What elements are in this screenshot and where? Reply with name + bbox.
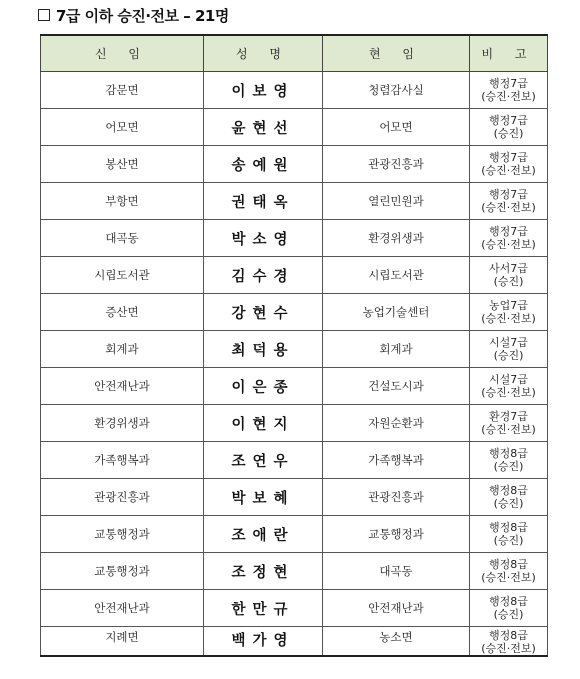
remarks-cell (470, 627, 548, 657)
table-row (41, 220, 548, 257)
new-post-cell: 감문면 (41, 72, 204, 109)
name-cell: 백가영 (204, 627, 323, 657)
grade-text: 환경7급 (489, 410, 528, 423)
action-text: (승진·전보) (481, 201, 536, 214)
action-text: (승진) (493, 534, 524, 547)
action-text: (승진·전보) (481, 312, 536, 325)
name-cell: 박보혜 (204, 479, 323, 516)
action-text: (승진) (493, 349, 524, 362)
action-text: (승진·전보) (481, 571, 536, 584)
table-row (41, 183, 548, 220)
new-post-cell: 부항면 (41, 183, 204, 220)
table-row (41, 257, 548, 294)
remarks-cell (470, 479, 548, 516)
table-row (41, 294, 548, 331)
remarks-cell (470, 294, 548, 331)
new-post-cell: 지례면 (41, 627, 204, 657)
action-text: (승진) (493, 497, 524, 510)
remarks-cell (470, 516, 548, 553)
action-text: (승진) (493, 275, 524, 288)
current-post-cell: 대곡동 (323, 553, 470, 590)
current-post-cell: 자원순환과 (323, 405, 470, 442)
current-post-cell: 회계과 (323, 331, 470, 368)
action-text: (승진·전보) (481, 90, 536, 103)
grade-text: 행정8급 (489, 521, 528, 534)
new-post-cell: 관광진흥과 (41, 479, 204, 516)
new-post-cell: 환경위생과 (41, 405, 204, 442)
grade-text: 행정7급 (489, 77, 528, 90)
new-post-cell: 어모면 (41, 109, 204, 146)
current-post-cell: 환경위생과 (323, 220, 470, 257)
new-post-cell: 교통행정과 (41, 516, 204, 553)
new-post-cell: 증산면 (41, 294, 204, 331)
section-title: 7급 이하 승진·전보 – 21명 (56, 6, 229, 25)
new-post-cell: 시립도서관 (41, 257, 204, 294)
remarks-cell (470, 590, 548, 627)
table-row (41, 72, 548, 109)
remarks-cell (470, 442, 548, 479)
remarks-cell (470, 405, 548, 442)
table-header-row (41, 35, 548, 72)
remarks-cell (470, 72, 548, 109)
name-cell: 권태옥 (204, 183, 323, 220)
name-cell: 윤현선 (204, 109, 323, 146)
name-cell: 강현수 (204, 294, 323, 331)
name-cell: 박소영 (204, 220, 323, 257)
remarks-cell (470, 109, 548, 146)
checkbox-square-icon (38, 9, 50, 21)
current-post-cell: 안전재난과 (323, 590, 470, 627)
new-post-cell: 가족행복과 (41, 442, 204, 479)
grade-text: 행정7급 (489, 114, 528, 127)
action-text: (승진·전보) (481, 423, 536, 436)
action-text: (승진) (493, 608, 524, 621)
name-cell: 조정현 (204, 553, 323, 590)
remarks-cell (470, 257, 548, 294)
table-row (41, 590, 548, 627)
grade-text: 사서7급 (489, 262, 528, 275)
table-row (41, 516, 548, 553)
name-cell: 송예원 (204, 146, 323, 183)
grade-text: 행정7급 (489, 188, 528, 201)
new-post-cell: 회계과 (41, 331, 204, 368)
remarks-cell (470, 146, 548, 183)
action-text: (승진·전보) (481, 642, 536, 655)
name-cell: 이은종 (204, 368, 323, 405)
section-heading (38, 4, 229, 26)
current-post-cell: 농업기술센터 (323, 294, 470, 331)
grade-text: 행정8급 (489, 629, 528, 642)
action-text: (승진) (493, 127, 524, 140)
current-post-cell: 교통행정과 (323, 516, 470, 553)
remarks-cell (470, 183, 548, 220)
remarks-cell (470, 220, 548, 257)
grade-text: 행정7급 (489, 225, 528, 238)
current-post-cell: 건설도시과 (323, 368, 470, 405)
name-cell: 한만규 (204, 590, 323, 627)
remarks-cell (470, 331, 548, 368)
header-name: 성 명 (204, 35, 323, 72)
grade-text: 행정8급 (489, 595, 528, 608)
new-post-cell: 대곡동 (41, 220, 204, 257)
current-post-cell: 어모면 (323, 109, 470, 146)
grade-text: 행정8급 (489, 447, 528, 460)
table-row (41, 146, 548, 183)
grade-text: 행정8급 (489, 558, 528, 571)
current-post-cell: 관광진흥과 (323, 146, 470, 183)
name-cell: 이현지 (204, 405, 323, 442)
grade-text: 농업7급 (489, 299, 528, 312)
table-row (41, 368, 548, 405)
new-post-cell: 봉산면 (41, 146, 204, 183)
name-cell: 이보영 (204, 72, 323, 109)
name-cell: 김수경 (204, 257, 323, 294)
table-row (41, 331, 548, 368)
header-new-post: 신 임 (41, 35, 204, 72)
grade-text: 시설7급 (489, 336, 528, 349)
new-post-cell: 안전재난과 (41, 368, 204, 405)
grade-text: 시설7급 (489, 373, 528, 386)
current-post-cell: 관광진흥과 (323, 479, 470, 516)
table-row (41, 627, 548, 657)
action-text: (승진·전보) (481, 238, 536, 251)
personnel-table (40, 34, 548, 657)
table-row (41, 442, 548, 479)
remarks-cell (470, 553, 548, 590)
table-row (41, 109, 548, 146)
new-post-cell: 교통행정과 (41, 553, 204, 590)
current-post-cell: 열린민원과 (323, 183, 470, 220)
action-text: (승진·전보) (481, 164, 536, 177)
action-text: (승진) (493, 460, 524, 473)
name-cell: 조연우 (204, 442, 323, 479)
action-text: (승진·전보) (481, 386, 536, 399)
table-row (41, 405, 548, 442)
current-post-cell: 청렴감사실 (323, 72, 470, 109)
remarks-cell (470, 368, 548, 405)
current-post-cell: 시립도서관 (323, 257, 470, 294)
current-post-cell: 농소면 (323, 627, 470, 657)
name-cell: 조애란 (204, 516, 323, 553)
header-current-post: 현 임 (323, 35, 470, 72)
grade-text: 행정8급 (489, 484, 528, 497)
header-remarks: 비 고 (470, 35, 548, 72)
current-post-cell: 가족행복과 (323, 442, 470, 479)
table-row (41, 553, 548, 590)
new-post-cell: 안전재난과 (41, 590, 204, 627)
name-cell: 최덕용 (204, 331, 323, 368)
table-row (41, 479, 548, 516)
grade-text: 행정7급 (489, 151, 528, 164)
